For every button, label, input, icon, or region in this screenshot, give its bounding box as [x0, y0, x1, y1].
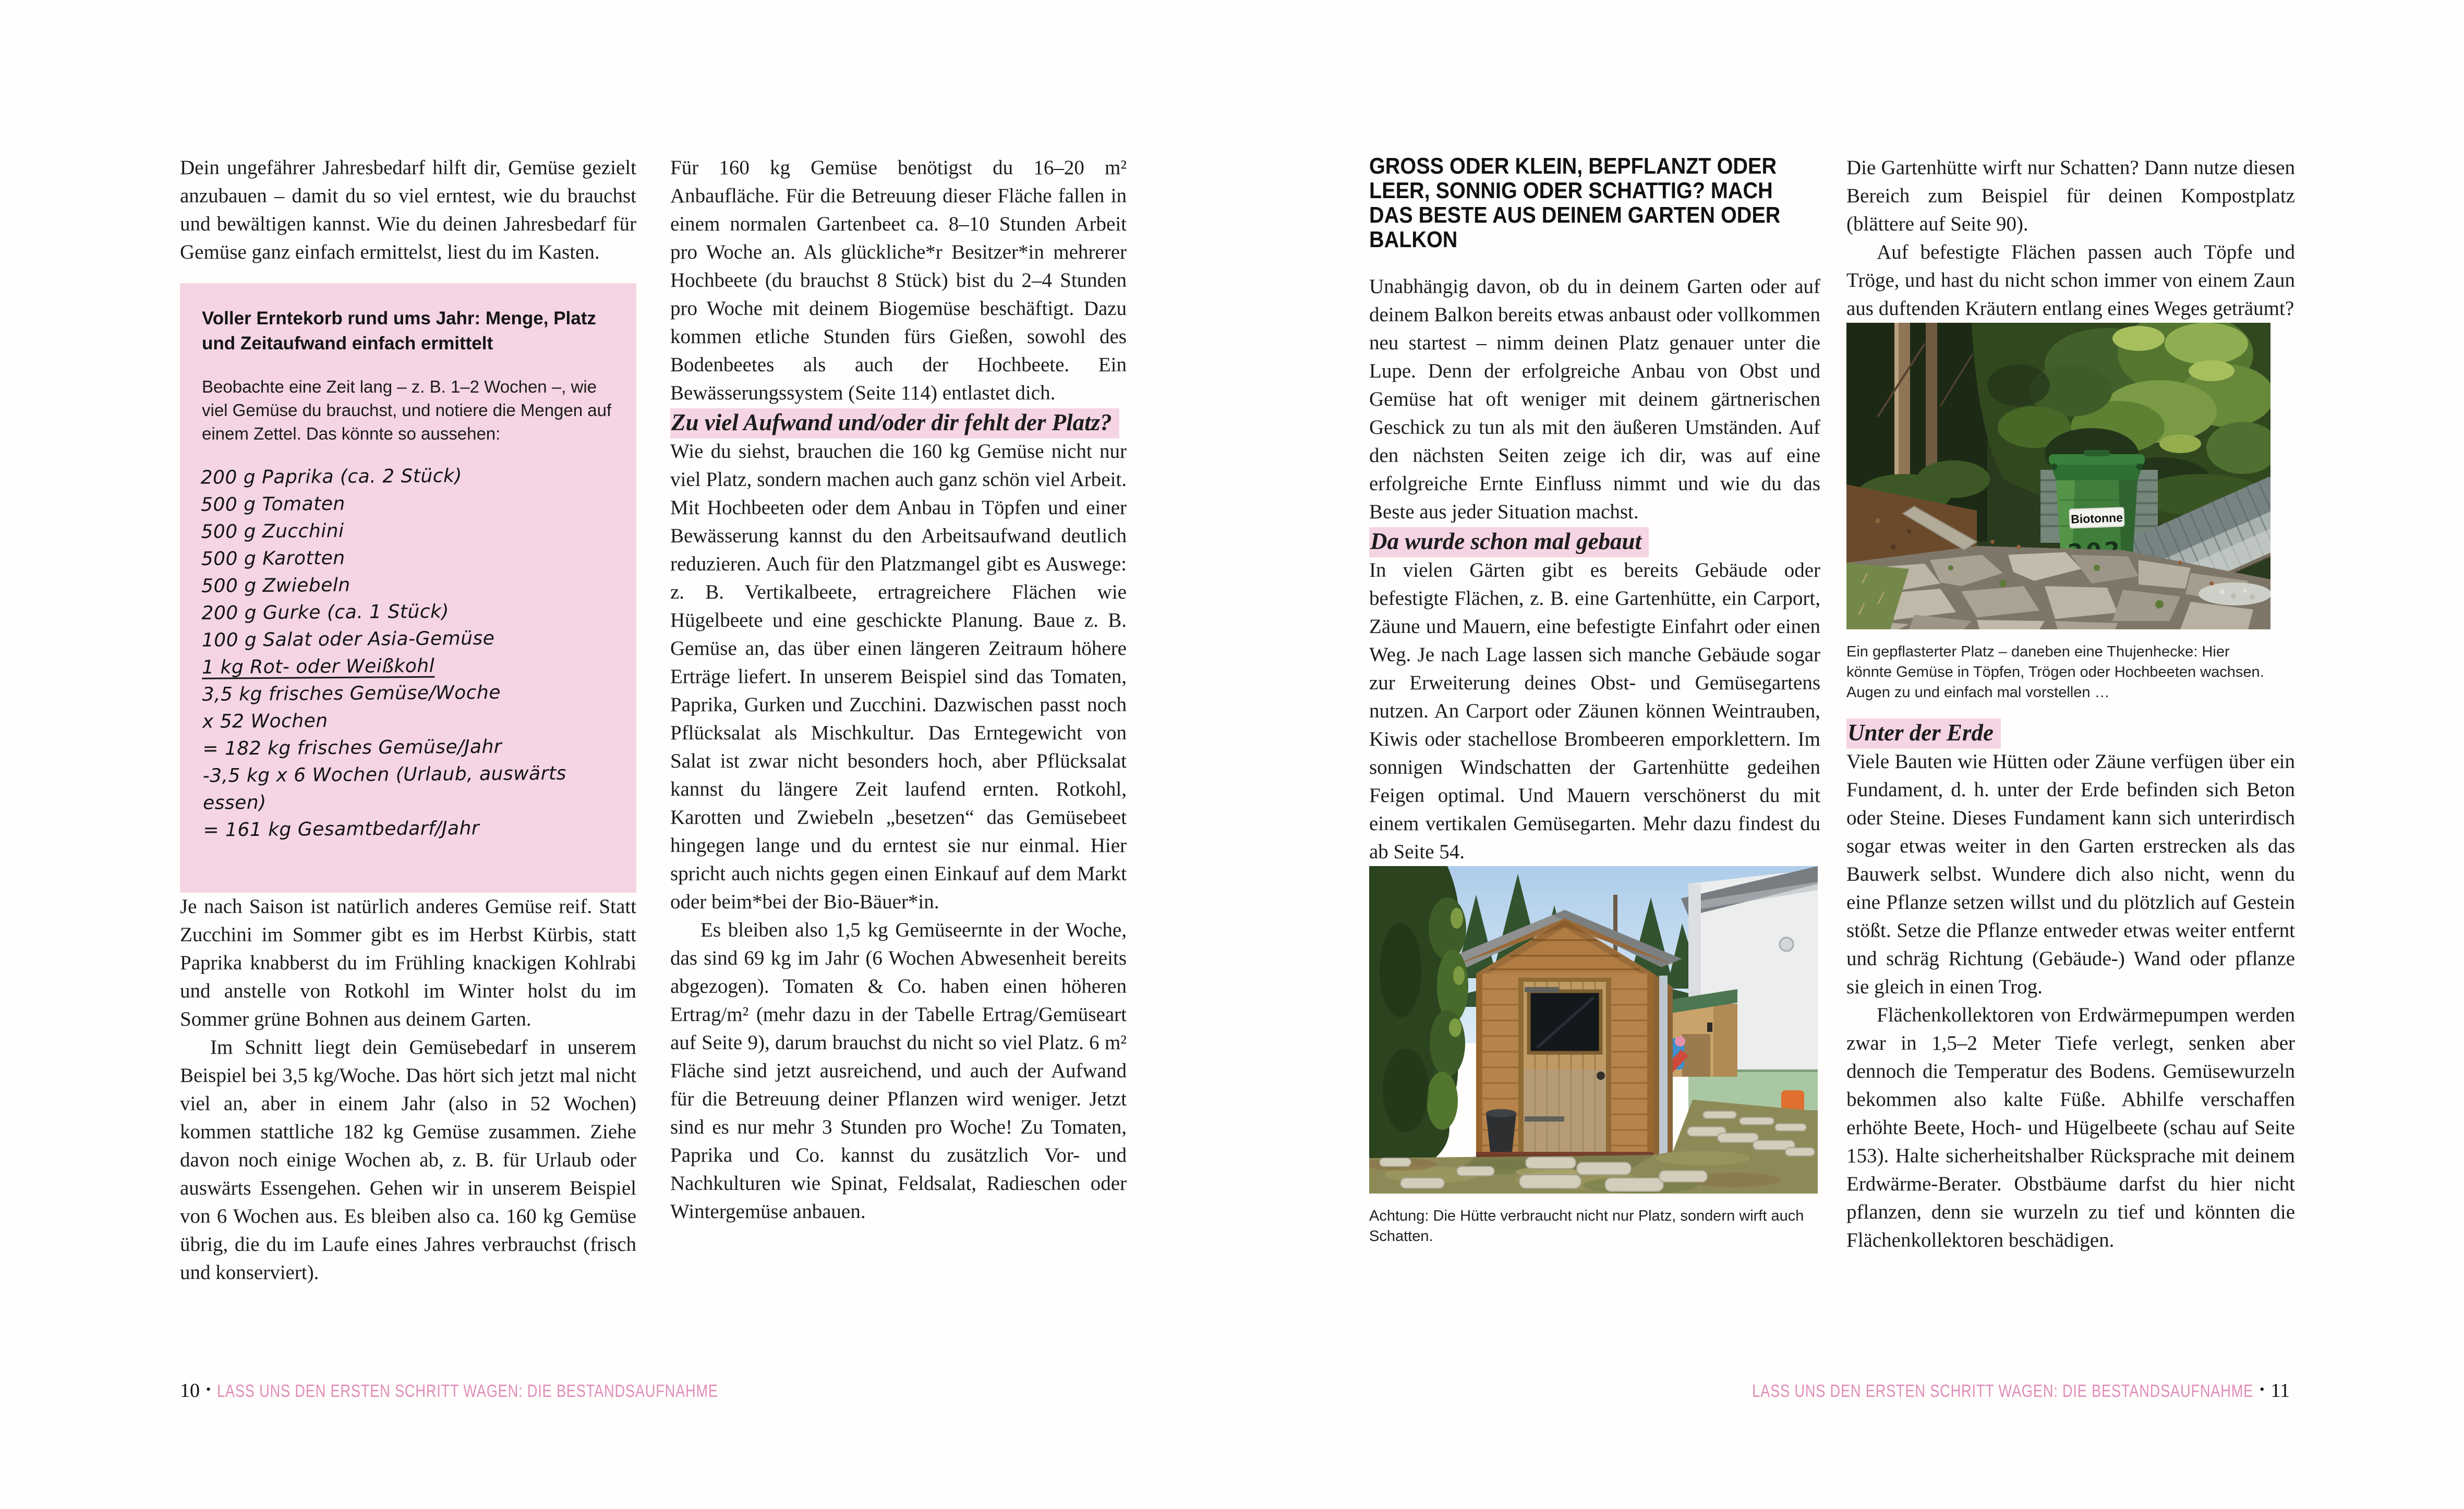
- black-bucket: [1486, 1113, 1516, 1152]
- paragraph-area-effort: Für 160 kg Gemüse benötigst du 16–20 m² Anbaufläche. Für die Betreuung dieser Fläche fallen in einem normalen Gartenbeet ca. 8–10 Stunden Arbeit pro Woche an. Als glückliche*r Besitzer*in mehrerer Hochbeete (du brauchst 8 Stück) bist du 2–4 Stunden pro Woche mit deinem Biogemüse beschäftigt. Dazu kommen etliche Stunden fürs Gießen, sowohl des Bodenbeetes als auch der Hochbeete. Ein Bewässerungssystem (Seite 114) entlastet dich.: [670, 156, 1127, 404]
- right-page-column-2: [1846, 154, 2295, 1255]
- thuja-hedge: [1369, 866, 1468, 1161]
- paragraph-average-need: Im Schnitt liegt dein Gemüsebedarf in unserem Beispiel bei 3,5 kg/Woche. Das hört sich jetzt mal nicht viel an, aber in einem Jahr (also in 52 Wochen) kommen stattliche 182 kg Gemüse zusammen. Ziehe davon noch einige Wochen ab, z. B. für Urlaub oder auswärts Essengehen. Gehen wir in unserem Beispiel von 6 Wochen aus. Es bleiben also ca. 160 kg Gemüse übrig, die du im Laufe eines Jahres verbrauchst (frisch und konserviert).: [180, 1036, 636, 1284]
- paved-area-illustration: [1846, 323, 2270, 629]
- door-hinge: [1525, 1116, 1564, 1122]
- paragraph-season: Je nach Saison ist natürlich anderes Gemüse reif. Statt Zucchini im Sommer gibt es im Herbst Kürbis, statt Paprika knabberst du im Frühling knackigen Kohlrabi und anstelle von Rotkohl im Winter holst du im Sommer grüne Bohnen aus deinem Garten.: [180, 895, 636, 1030]
- list-item: = 182 kg frisches Gemüse/Jahr: [202, 736, 502, 760]
- page-number-right: 11: [2270, 1380, 2290, 1402]
- list-item-underlined: 1 kg Rot- oder Weißkohl: [202, 655, 435, 678]
- info-box-title: Voller Erntekorb rund ums Jahr: Menge, Platz und Zeitaufwand einfach ermittelt: [202, 308, 596, 354]
- footer-chapter-title: LASS UNS DEN ERSTEN SCHRITT WAGEN: DIE BESTANDSAUFNAHME: [1752, 1381, 2254, 1401]
- paragraph-intro: Dein ungefährer Jahresbedarf hilft dir, Gemüse gezielt anzubauen – damit du so viel erntest, wie du brauchst und bewältigen kannst. Wie du deinen Jahresbedarf für Gemüse ganz einfach ermittelst, liest du im Kasten.: [180, 156, 636, 263]
- shed-photo-caption: Achtung: Die Hütte verbraucht nicht nur Platz, sondern wirft auch Schatten.: [1369, 1208, 1804, 1245]
- list-item: 500 g Tomaten: [200, 493, 345, 516]
- footer-bullet: •: [206, 1382, 211, 1397]
- photo-paved-area-bin: [1846, 323, 2270, 703]
- paragraph-geothermal: Flächenkollektoren von Erdwärmepumpen werden zwar in 1,5–2 Meter Tiefe verlegt, senken aber dennoch die Temperatur des Bodens. Gemüsewurzeln bekommen also kalte Füße. Abhilfe verschaffen erhöhte Beete, Hoch- und Hügelbeete (schau auf Seite 153). Halte sicherheitshalber Rücksprache mit deinem Erdwärme-Berater. Obstbäume darfst du hier nicht pflanzen, denn sie wurzeln zu tief und könnten die Flächenkollektoren beschädigen.: [1846, 1004, 2295, 1251]
- door-handle: [1597, 1072, 1605, 1080]
- chapter-heading: GROSS ODER KLEIN, BEPFLANZT ODER LEER, SONNIG ODER SCHATTIG? MACH DAS BESTE AUS DEINEM GARTEN ODER BALKON: [1369, 153, 1781, 252]
- footer-bullet: •: [2260, 1382, 2265, 1397]
- paragraph-remaining-harvest: Es bleiben also 1,5 kg Gemüseernte in der Woche, das sind 69 kg im Jahr (6 Wochen Abwesenheit bereits abgezogen). Tomaten & Co. haben einen höheren Ertrag/m² (mehr dazu in der Tabelle Ertrag/Gemüseart auf Seite 9), darum brauchst du nicht so viel Platz. 6 m² Fläche sind jetzt ausreichend, und auch der Aufwand für die Betreuung deiner Pflanzen wird weniger. Jetzt sind es nur mehr 3 Stunden pro Woche! Zu Tomaten, Paprika und Co. kannst du zusätzlich Vor- und Nachkulturen wie Spinat, Feldsalat, Radieschen oder Wintergemüse anbauen.: [670, 919, 1127, 1223]
- subheading-too-much-effort: [670, 407, 1127, 437]
- list-item: 200 g Paprika (ca. 2 Stück): [200, 465, 463, 489]
- left-page-column-1: [180, 154, 636, 1287]
- door-hinge: [1525, 987, 1559, 992]
- list-item: 500 g Zucchini: [201, 520, 344, 543]
- bin-photo-caption: Ein gepflasterter Platz – daneben eine Thujenhecke: Hier könnte Gemüse in Töpfen, Trögen oder Hochbeeten wachsen. Augen zu und einfach mal vorstellen …: [1846, 643, 2264, 701]
- list-item: 500 g Zwiebeln: [201, 574, 351, 597]
- list-item: 3,5 kg frisches Gemüse/Woche: [202, 682, 501, 705]
- paragraph-solutions: Wie du siehst, brauchen die 160 kg Gemüse nicht nur viel Platz, sondern machen auch ganz schön viel Arbeit. Mit Hochbeeten oder dem Anbau in Töpfen und einer Bewässerung kannst du den Arbeitsaufwand deutlich reduzieren. Auch für den Platzmangel gibt es Auswege: z. B. Vertikalbeete, ertragreichere Flächen wie Hügelbeete und eine geschickte Planung. Baue z. B. Gemüse an, das über einen längeren Zeitraum höhere Erträge liefert. In unserem Beispiel sind das Tomaten, Paprika, Gurken und Zucchini. Dazwischen passt noch Pflücksalat als Mischkultur. Das Erntegewicht von Salat ist zwar nicht besonders hoch, aber Pflücksalat kannst du längere Zeit laufend ernten. Rotkohl, Karotten und Zwiebeln „besetzen“ das Gemüsebeet hingegen lange und du erntest sie nur einmal. Hier spricht auch nichts gegen einen Einkauf auf dem Markt oder beim*bei der Bio-Bäuer*in.: [670, 440, 1127, 913]
- subheading-highlight: Da wurde schon mal gebaut: [1369, 527, 1649, 557]
- list-item: -3,5 kg x 6 Wochen (Urlaub, auswärts essen): [202, 762, 566, 814]
- info-box-lead: Beobachte eine Zeit lang – z. B. 1–2 Wochen –, wie viel Gemüse du brauchst, und notiere die Mengen auf einem Zettel. Das könnte so aussehen:: [202, 377, 612, 443]
- paragraph-take-a-look: Unabhängig davon, ob du in deinem Garten oder auf deinem Balkon bereits etwas anbaust oder vollkommen neu startest – nimm deinen Platz genauer unter die Lupe. Denn der erfolgreiche Anbau von Obst und Gemüse hat oft weniger mit deinem gärtnerischen Geschick zu tun als mit den äußeren Umständen. Auf den nächsten Seiten zeige ich dir, was auf eine erfolgreiche Ernte Einfluss nimmt und wie du das Beste aus jeder Situation machst.: [1369, 275, 1820, 523]
- paragraph-pots-troughs: Auf befestigte Flächen passen auch Töpfe und Tröge, und hast du nicht schon immer von einem Zaun aus duftenden Kräutern entlang eines Weges geträumt?: [1846, 241, 2295, 320]
- subheading-already-built: [1369, 526, 1820, 556]
- paragraph-shade-compost: Die Gartenhütte wirft nur Schatten? Dann nutze diesen Bereich zum Beispiel für deinen Kompostplatz (blättere auf Seite 90).: [1846, 156, 2295, 235]
- subheading-highlight: Zu viel Aufwand und/oder dir fehlt der Platz?: [670, 408, 1119, 439]
- footer-right: [1369, 1379, 2290, 1402]
- bin-label: Biotonne: [2070, 510, 2123, 526]
- photo-garden-shed: [1369, 866, 1820, 1247]
- subheading-underground: [1846, 717, 2295, 748]
- left-page-column-2: [670, 154, 1127, 1226]
- handwritten-list: [200, 461, 615, 844]
- list-item: x 52 Wochen: [202, 710, 328, 733]
- subheading-highlight: Unter der Erde: [1846, 719, 2001, 749]
- list-item: 500 g Karotten: [201, 547, 345, 570]
- list-item: 200 g Gurke (ca. 1 Stück): [201, 601, 450, 624]
- footer-chapter-title: LASS UNS DEN ERSTEN SCHRITT WAGEN: DIE BESTANDSAUFNAHME: [217, 1381, 718, 1401]
- page-number-left: 10: [180, 1380, 200, 1402]
- list-item: = 161 kg Gesamtbedarf/Jahr: [203, 818, 480, 841]
- right-page-column-1: [1369, 154, 1820, 1247]
- footer-left: [180, 1379, 1171, 1402]
- downpipe: [1659, 976, 1668, 1155]
- paragraph-foundations: Viele Bauten wie Hütten oder Zäune verfügen über ein Fundament, d. h. unter der Erde befinden sich Beton oder Steine. Dieses Fundament kann sich unterirdisch sogar etwas weiter in den Garten erstrecken als das Bauwerk selbst. Wundere dich also nicht, wenn du eine Pflanze setzen willst und du plötzlich auf Gestein stößt. Setze die Pflanze entweder etwas weiter entfernt und schräg Richtung (Gebäude-) Wand oder pflanze sie gleich in einen Trog.: [1846, 750, 2295, 998]
- list-item: 100 g Salat oder Asia-Gemüse: [201, 627, 495, 651]
- paragraph-existing-structures: In vielen Gärten gibt es bereits Gebäude oder befestigte Flächen, z. B. eine Gartenhütte, ein Carport, Zäune und Mauern, eine befestigte Einfahrt oder einen Weg. Je nach Lage lassen sich manche Gebäude sogar zur Erweiterung deines Obst- und Gemüsegartens nutzen. An Carport oder Zäunen können Weintrauben, Kiwis oder stachellose Brombeeren emporklettern. Im sonnigen Windschatten der Gartenhütte gedeihen Feigen optimal. Und Mauern verschönerst du mit einem vertikalen Gemüsegarten. Mehr dazu findest du ab Seite 54.: [1369, 559, 1820, 863]
- info-box-harvest: [180, 283, 636, 893]
- garden-shed-illustration: [1369, 866, 1818, 1194]
- wooden-shed: [1446, 910, 1682, 1157]
